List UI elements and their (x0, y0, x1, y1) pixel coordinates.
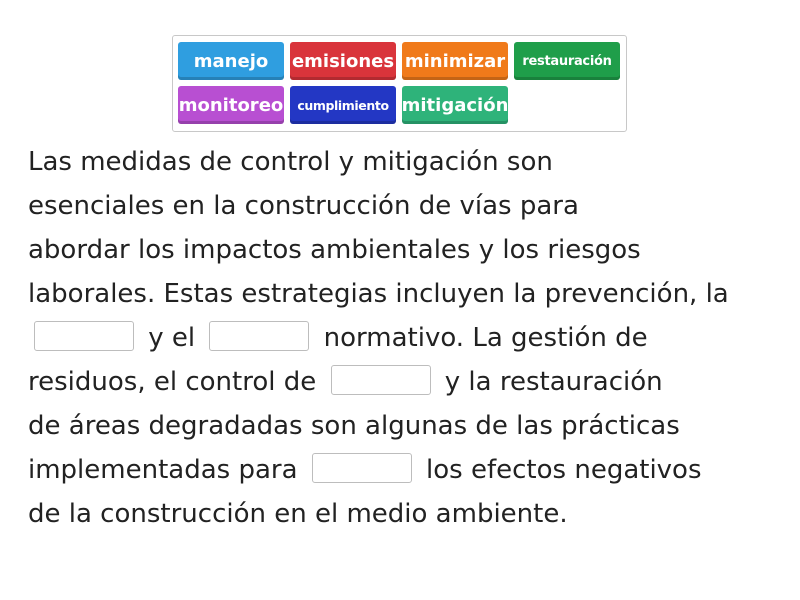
passage-text: de áreas degradadas son algunas de las prácticas (28, 411, 680, 441)
passage-text: de la construcción en el medio ambiente. (28, 499, 568, 529)
word-tile-cumplimiento[interactable]: cumplimiento (290, 86, 396, 124)
passage-text: laborales. Estas estrategias incluyen la prevención, la (28, 279, 729, 309)
passage-text: y la restauración (444, 367, 663, 397)
answer-blank-4[interactable] (312, 453, 412, 483)
answer-blank-1[interactable] (34, 321, 134, 351)
passage-text: y el (148, 323, 196, 353)
word-bank (172, 35, 627, 132)
word-tile-manejo[interactable]: manejo (178, 42, 284, 80)
word-tile-restauracion[interactable]: restauración (514, 42, 620, 80)
answer-blank-3[interactable] (331, 365, 431, 395)
word-tile-mitigacion[interactable]: mitigación (402, 86, 508, 124)
passage-text: residuos, el control de (28, 367, 317, 397)
passage-line (28, 448, 788, 492)
passage-text: esenciales en la construcción de vías para (28, 191, 579, 221)
word-tile-emisiones[interactable]: emisiones (290, 42, 396, 80)
passage-text: normativo. La gestión de (323, 323, 648, 353)
passage-text: los efectos negativos (426, 455, 702, 485)
passage-line (28, 140, 788, 184)
passage-line (28, 272, 788, 316)
passage-text: implementadas para (28, 455, 298, 485)
passage-line (28, 316, 788, 360)
passage-line (28, 404, 788, 448)
cloze-passage (28, 140, 788, 536)
passage-line (28, 184, 788, 228)
word-tile-monitoreo[interactable]: monitoreo (178, 86, 284, 124)
passage-line (28, 228, 788, 272)
passage-text: abordar los impactos ambientales y los riesgos (28, 235, 641, 265)
passage-text: Las medidas de control y mitigación son (28, 147, 553, 177)
passage-line (28, 492, 788, 536)
passage-line (28, 360, 788, 404)
word-tile-minimizar[interactable]: minimizar (402, 42, 508, 80)
answer-blank-2[interactable] (209, 321, 309, 351)
